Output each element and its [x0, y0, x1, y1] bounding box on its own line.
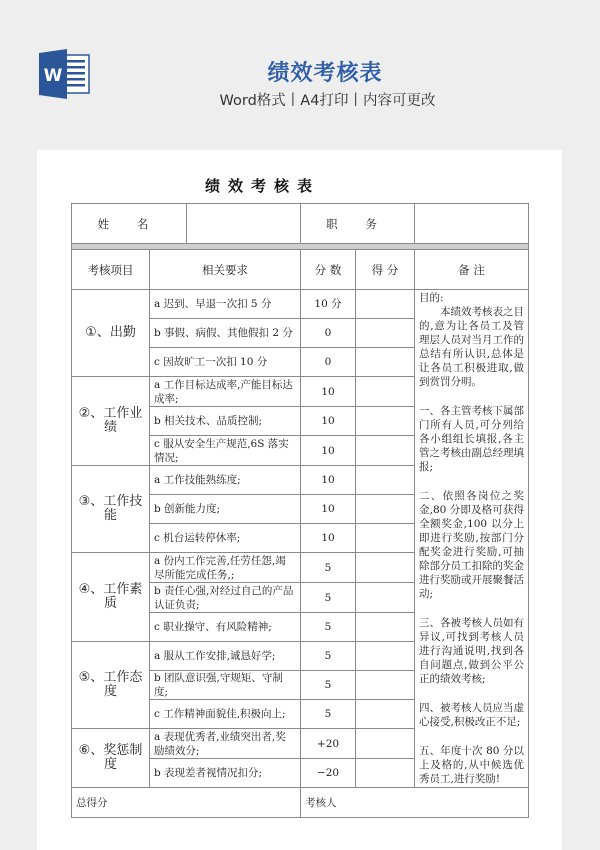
position-value-cell[interactable] — [415, 204, 529, 244]
total-score-label: 总得分 — [72, 788, 301, 818]
score-cell[interactable] — [356, 553, 415, 583]
score-cell[interactable] — [356, 524, 415, 553]
score-cell[interactable] — [356, 729, 415, 759]
score-cell[interactable] — [356, 407, 415, 436]
points-cell: 10 — [301, 466, 356, 495]
col-header-notes: 备 注 — [415, 250, 529, 290]
score-cell[interactable] — [356, 759, 415, 788]
column-header-row — [72, 250, 529, 290]
score-cell[interactable] — [356, 495, 415, 524]
points-cell: 5 — [301, 553, 356, 583]
requirement-cell: c 职业操守、有风险精神; — [150, 613, 301, 642]
col-header-points: 分 数 — [301, 250, 356, 290]
score-cell[interactable] — [356, 700, 415, 729]
position-label: 职 务 — [301, 204, 415, 244]
points-cell: 10 — [301, 377, 356, 407]
points-cell: 5 — [301, 613, 356, 642]
col-header-score: 得 分 — [356, 250, 415, 290]
name-value-cell[interactable] — [187, 204, 301, 244]
requirement-cell: b 事假、病假、其他假扣 2 分 — [150, 319, 301, 348]
name-label: 姓 名 — [72, 204, 187, 244]
points-cell: +20 — [301, 729, 356, 759]
requirement-cell: c 机台运转停休率; — [150, 524, 301, 553]
requirement-cell: a 份内工作完善,任劳任怨,竭尽所能完成任务,; — [150, 553, 301, 583]
requirement-cell: a 表现优秀者,业绩突出者,奖励绩效分; — [150, 729, 301, 759]
document-title: 绩效考核表 — [204, 177, 320, 195]
score-cell[interactable] — [356, 436, 415, 466]
score-cell[interactable] — [356, 466, 415, 495]
group-label: ⑥、奖惩制度 — [72, 729, 150, 788]
performance-table — [71, 203, 529, 818]
score-cell[interactable] — [356, 583, 415, 613]
score-cell[interactable] — [356, 319, 415, 348]
points-cell: 10 — [301, 495, 356, 524]
footer-row — [72, 788, 529, 818]
notes-cell — [415, 290, 529, 788]
group-label: ④、工作素质 — [72, 553, 150, 642]
requirement-cell: a 工作目标达成率,产能目标达成率; — [150, 377, 301, 407]
banner-title: 绩效考核表 — [267, 61, 383, 86]
requirement-cell: c 服从安全生产规范,6S 落实情况; — [150, 436, 301, 466]
notes-item: 三、各被考核人员如有异议,可找到考核人员进行沟通说明,找到各自问题点,做到公平公正的绩效考核; — [419, 617, 524, 685]
banner-subtitle: Word格式丨A4打印丨内容可更改 — [219, 93, 436, 109]
notes-item: 四、被考核人员应当虚心接受,积极改正不足; — [419, 702, 524, 728]
points-cell: 5 — [301, 671, 356, 700]
requirement-cell: b 创新能力度; — [150, 495, 301, 524]
col-header-item: 考核项目 — [72, 250, 150, 290]
table-row — [72, 290, 529, 319]
group-label: ⑤、工作态度 — [72, 642, 150, 729]
notes-purpose: 本绩效考核表之目的,意为让各员工及管理层人员对当月工作的总结有所认识,总体是让各员工积极进取,做到赏罚分明。 — [419, 306, 524, 388]
score-cell[interactable] — [356, 290, 415, 319]
requirement-cell: a 迟到、早退一次扣 5 分 — [150, 290, 301, 319]
points-cell: 10 分 — [301, 290, 356, 319]
requirement-cell: b 表现差者视情况扣分; — [150, 759, 301, 788]
group-label: ①、出勤 — [72, 290, 150, 377]
banner — [0, 0, 600, 150]
requirement-cell: b 相关技术、品质控制; — [150, 407, 301, 436]
points-cell: −20 — [301, 759, 356, 788]
points-cell: 0 — [301, 348, 356, 377]
notes-purpose-label: 目的: — [419, 292, 444, 304]
notes-item: 二、依照各岗位之奖金,80 分即及格可获得全额奖金,100 以分上即进行奖励,按部门分配奖金进行奖励,可抽除部分员工扣除的奖金进行奖励或开展聚餐活动; — [419, 490, 524, 600]
score-cell[interactable] — [356, 348, 415, 377]
svg-text:W: W — [43, 66, 63, 86]
requirement-cell: b 责任心强,对经过自己的产品认证负责; — [150, 583, 301, 613]
score-cell[interactable] — [356, 642, 415, 671]
requirement-cell: a 服从工作安排,诚恳好学; — [150, 642, 301, 671]
requirement-cell: a 工作技能熟练度; — [150, 466, 301, 495]
requirement-cell: c 因故旷工一次扣 10 分 — [150, 348, 301, 377]
points-cell: 10 — [301, 407, 356, 436]
group-label: ③、工作技能 — [72, 466, 150, 553]
points-cell: 5 — [301, 700, 356, 729]
col-header-requirement: 相关要求 — [150, 250, 301, 290]
score-cell[interactable] — [356, 613, 415, 642]
points-cell: 0 — [301, 319, 356, 348]
points-cell: 10 — [301, 436, 356, 466]
score-cell[interactable] — [356, 377, 415, 407]
score-cell[interactable] — [356, 671, 415, 700]
requirement-cell: b 团队意识强,守规矩、守制度; — [150, 671, 301, 700]
points-cell: 5 — [301, 583, 356, 613]
notes-item: 五、年度十次 80 分以上及格的,从中候选优秀员工,进行奖励! — [419, 745, 524, 785]
info-row — [72, 204, 529, 244]
group-label: ②、工作业绩 — [72, 377, 150, 466]
requirement-cell: c 工作精神面貌佳,积极向上; — [150, 700, 301, 729]
points-cell: 5 — [301, 642, 356, 671]
points-cell: 10 — [301, 524, 356, 553]
assessor-label: 考核人 — [301, 788, 529, 818]
notes-item: 一、各主管考核下属部门所有人员,可分列给各小组组长填报,各主管之考核由副总经理填报; — [419, 405, 524, 473]
